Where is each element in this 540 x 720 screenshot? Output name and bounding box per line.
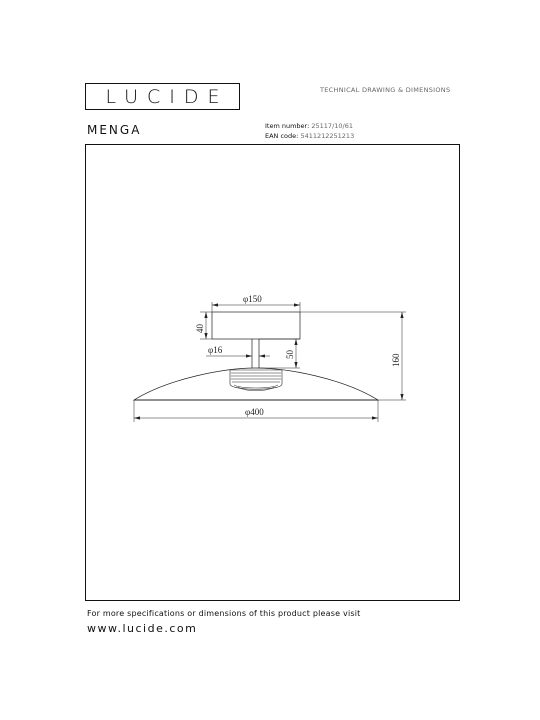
logo-text: LUCIDE bbox=[105, 85, 229, 108]
product-name: MENGA bbox=[87, 123, 142, 137]
item-number-label: Item number: bbox=[265, 122, 310, 130]
shade-diameter-label: φ400 bbox=[245, 407, 264, 417]
document-caption: TECHNICAL DRAWING & DIMENSIONS bbox=[320, 86, 451, 94]
canopy-height-label: 40 bbox=[195, 324, 205, 333]
ean-code-value: 5411212251213 bbox=[300, 132, 355, 140]
website-link[interactable]: www.lucide.com bbox=[87, 622, 198, 635]
canopy-shape bbox=[212, 312, 300, 339]
stem-diameter-label: φ16 bbox=[208, 345, 223, 355]
item-number-value: 25117/10/61 bbox=[311, 122, 353, 130]
total-height-label: 160 bbox=[391, 353, 401, 367]
canopy-diameter-label: φ150 bbox=[243, 294, 262, 304]
ean-code-label: EAN code: bbox=[265, 132, 299, 140]
footer-note: For more specifications or dimensions of this product please visit bbox=[87, 609, 361, 618]
stem-length-label: 50 bbox=[285, 350, 295, 359]
